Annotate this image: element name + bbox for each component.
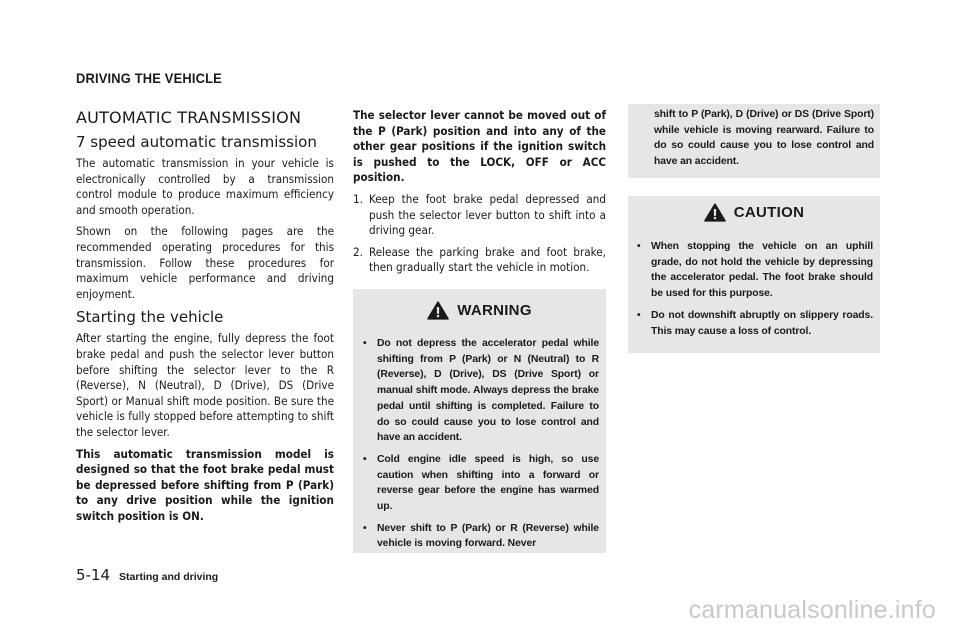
warning-continuation <box>654 107 874 176</box>
warning-item <box>363 336 599 446</box>
warning-continuation-text: shift to P (Park), D (Drive) or DS (Drive Sport) while vehicle is moving rearward. Failure to do so could cause you to lose control and have an accident. <box>654 109 874 168</box>
step-item <box>353 245 606 276</box>
bullet: • <box>637 241 641 252</box>
warning-item <box>363 452 599 515</box>
bullet: • <box>363 338 367 349</box>
column-left <box>76 108 334 530</box>
caution-header <box>628 196 880 229</box>
section-header: DRIVING THE VEHICLE <box>76 70 222 86</box>
bullet: • <box>363 453 367 465</box>
bullet: • <box>637 309 641 321</box>
step-text: Release the parking brake and foot brake, then gradually start the vehicle in motion. <box>369 244 606 275</box>
caution-list <box>637 239 873 345</box>
column-middle <box>353 108 606 282</box>
step-list <box>353 192 606 276</box>
page-number: 5-14 <box>76 566 111 584</box>
warning-list <box>363 336 599 558</box>
section-title: AUTOMATIC TRANSMISSION <box>76 108 302 127</box>
caution-triangle-icon <box>704 203 726 222</box>
bullet: • <box>363 522 367 534</box>
subsection-title-starting: Starting the vehicle <box>76 308 224 327</box>
caution-item-text: When stopping the vehicle on an uphill grade, do not hold the vehicle by depressing the accelerator pedal. The foot brake should be used for this purpose. <box>651 241 873 300</box>
step-number: 1. <box>353 191 363 206</box>
selector-lever-paragraph: The selector lever cannot be moved out of the P (Park) position and into any of the other gear positions if the ignition switch is pushed to the LOCK, OFF or ACC position. <box>353 108 606 185</box>
warning-header <box>353 289 606 332</box>
warning-item <box>363 521 599 552</box>
warning-item-text: Never shift to P (Park) or R (Reverse) while vehicle is moving forward. Never <box>377 522 599 550</box>
warning-item-text: Cold engine idle speed is high, so use caution when shifting into a forward or reverse gear before the engine has warmed up. <box>377 453 599 513</box>
watermark: carmanualsonline.info <box>688 596 936 624</box>
warning-label: WARNING <box>457 302 532 319</box>
step-number: 2. <box>353 244 363 259</box>
warning-item-text: Do not depress the accelerator pedal while shifting from P (Park) or N (Neutral) to R (Reverse), D (Drive), DS (Drive Sport) or manual shift mode. Always depress the brake pedal until shifting is completed. Failure to do so could cause you to lose control and have an accident. <box>377 338 599 444</box>
caution-label: CAUTION <box>733 204 805 221</box>
step-item <box>353 192 606 239</box>
brake-requirement-paragraph: This automatic transmission model is designed so that the foot brake pedal must be depressed before shifting from P (Park) to any drive position while the ignition switch position is ON. <box>76 446 334 523</box>
page-footer <box>76 566 218 584</box>
intro-paragraph: The automatic transmission in your vehicle is electronically controlled by a transmission control module to produce maximum efficiency and smooth operation. <box>76 156 334 217</box>
warning-triangle-icon <box>427 301 449 320</box>
caution-item <box>637 239 873 302</box>
caution-item <box>637 308 873 339</box>
procedure-paragraph: Shown on the following pages are the recommended operating procedures for this transmission. Follow these procedures for maximum vehicle performance and driving enjoyment. <box>76 224 334 301</box>
starting-paragraph: After starting the engine, fully depress the foot brake pedal and push the selector lever button before shifting the selector lever to the R (Reverse), N (Neutral), D (Drive), DS (Drive Sport) or Manual shift mode position. Be sure the vehicle is fully stopped before attempting to shift the selector lever. <box>76 331 334 439</box>
subsection-title: 7 speed automatic transmission <box>76 133 317 151</box>
caution-item-text: Do not downshift abruptly on slippery roads. This may cause a loss of control. <box>651 309 873 337</box>
step-text: Keep the foot brake pedal depressed and push the selector lever button to shift into a driving gear. <box>369 191 606 238</box>
chapter-title: Starting and driving <box>119 571 219 583</box>
